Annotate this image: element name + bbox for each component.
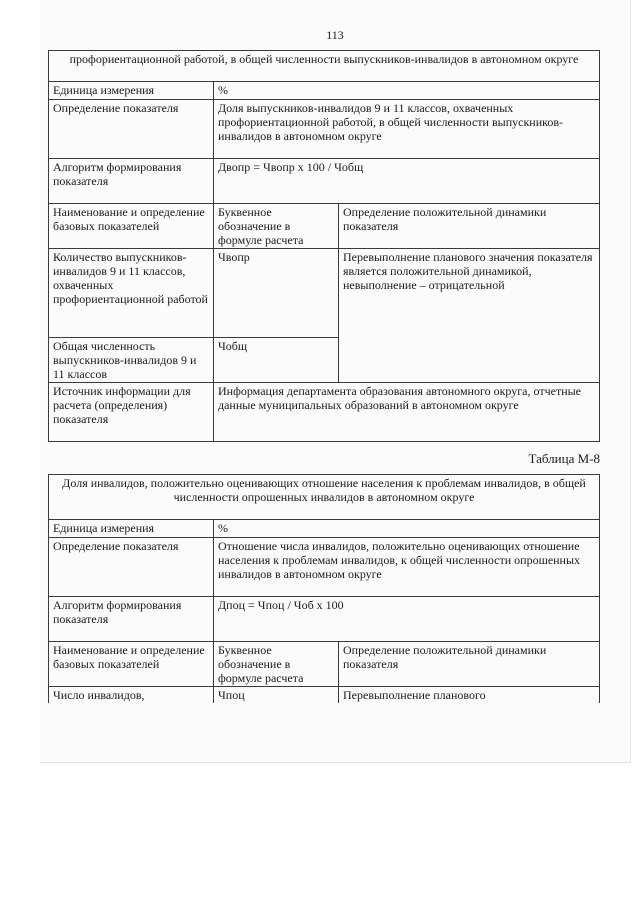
table1-dynamics: Перевыполнение планового значения показателя является положительной динамикой, невыполнение – отрицательной xyxy=(339,249,600,383)
table2-unit-value: % xyxy=(214,520,600,538)
table1-unit-label: Единица измерения xyxy=(49,82,214,100)
table2-header-name: Наименование и определение базовых показателей xyxy=(49,642,214,687)
table1-title: профориентационной работой, в общей численности выпускников-инвалидов в автономном округе xyxy=(49,51,600,82)
table2-algorithm-value: Дпоц = Чпоц / Чоб х 100 xyxy=(214,597,600,642)
table1-row2-name: Общая численность выпускников-инвалидов 9 и 11 классов xyxy=(49,338,214,383)
table2-caption: Таблица М-8 xyxy=(528,451,600,466)
table1-definition-label: Определение показателя xyxy=(49,100,214,159)
table2-row1-dynamics: Перевыполнение планового xyxy=(339,687,600,704)
table1-algorithm-value: Двопр = Чвопр х 100 / Чобщ xyxy=(214,159,600,204)
table1-source-value: Информация департамента образования автономного округа, отчетные данные муниципальных образований в автономном округе xyxy=(214,383,600,442)
table2-row1-name: Число инвалидов, xyxy=(49,687,214,704)
table2-unit-label: Единица измерения xyxy=(49,520,214,538)
table2-header-dynamics: Определение положительной динамики показателя xyxy=(339,642,600,687)
table2-header-symbol: Буквенное обозначение в формуле расчета xyxy=(214,642,339,687)
indicator-table-2 xyxy=(48,474,600,703)
table1-algorithm-label: Алгоритм формирования показателя xyxy=(49,159,214,204)
table1-definition-value: Доля выпускников-инвалидов 9 и 11 классов, охваченных профориентационной работой, в общей численности выпускников-инвалидов в автономном округе xyxy=(214,100,600,159)
table1-row2-symbol: Чобщ xyxy=(214,338,339,383)
table2-algorithm-label: Алгоритм формирования показателя xyxy=(49,597,214,642)
table1-source-label: Источник информации для расчета (определения) показателя xyxy=(49,383,214,442)
table1-header-symbol: Буквенное обозначение в формуле расчета xyxy=(214,204,339,249)
table2-definition-label: Определение показателя xyxy=(49,538,214,597)
table1-row1-name: Количество выпускников-инвалидов 9 и 11 классов, охваченных профориентационной работой xyxy=(49,249,214,338)
page-number: 113 xyxy=(326,28,344,42)
table1-unit-value: % xyxy=(214,82,600,100)
table1-row1-symbol: Чвопр xyxy=(214,249,339,338)
table2-definition-value: Отношение числа инвалидов, положительно оценивающих отношение населения к проблемам инвалидов, к общей численности опрошенных инвалидов в автономном округе xyxy=(214,538,600,597)
table2-row1-symbol: Чпоц xyxy=(214,687,339,704)
table1-header-name: Наименование и определение базовых показателей xyxy=(49,204,214,249)
table2-title: Доля инвалидов, положительно оценивающих отношение населения к проблемам инвалидов, в общей численности опрошенных инвалидов в автономном округе xyxy=(49,475,600,520)
table1-header-dynamics: Определение положительной динамики показателя xyxy=(339,204,600,249)
indicator-table-1 xyxy=(48,50,600,442)
